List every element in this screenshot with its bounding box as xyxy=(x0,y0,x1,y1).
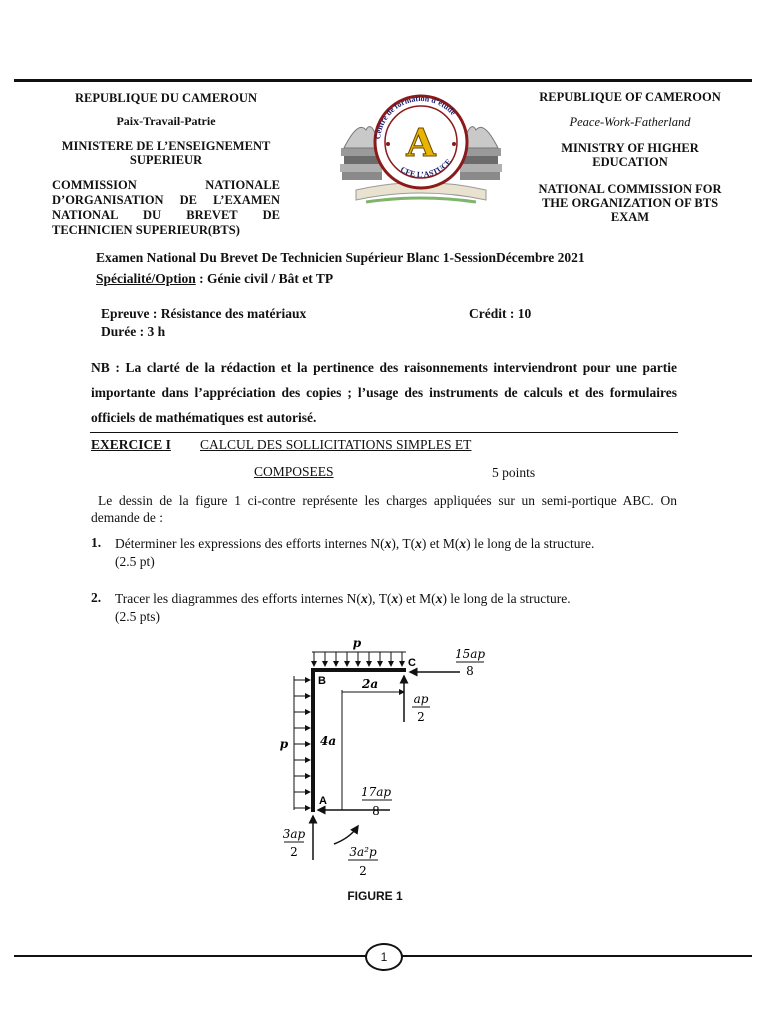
node-b-label: B xyxy=(318,675,326,687)
exercise-title-line1: CALCUL DES SOLLICITATIONS SIMPLES ET xyxy=(200,437,472,452)
header-right-commission: NATIONAL COMMISSION FOR THE ORGANIZATION OF BTS EXAM xyxy=(538,182,722,224)
question-2-points: (2.5 pts) xyxy=(115,609,160,624)
exercise-points: 5 points xyxy=(492,465,536,480)
header-right-ministry: MINISTRY OF HIGHER EDUCATION xyxy=(561,141,699,169)
top-rule xyxy=(14,79,752,82)
page-number: 1 xyxy=(365,943,403,971)
force-a-h-num: 17ap xyxy=(360,785,392,799)
figure-caption: FIGURE 1 xyxy=(347,889,403,903)
header-left-motto: Paix-Travail-Patrie xyxy=(116,114,216,128)
svg-text:A: A xyxy=(406,120,436,165)
force-a-v-num: 3ap xyxy=(282,827,306,841)
section-rule xyxy=(90,432,678,433)
force-c-v-den: 2 xyxy=(417,710,425,724)
svg-text:CFE L’ASTUCE: CFE L’ASTUCE xyxy=(398,157,454,180)
top-distributed-load xyxy=(312,652,406,666)
credit: Crédit : 10 xyxy=(469,306,532,321)
header-right-motto: Peace-Work-Fatherland xyxy=(569,115,691,129)
moment-a-num: 3a²p xyxy=(349,845,377,859)
force-c-v-num: ap xyxy=(413,692,429,706)
force-a-h-den: 8 xyxy=(372,804,380,818)
node-a-label: A xyxy=(319,795,327,807)
force-a-v-den: 2 xyxy=(290,845,298,859)
header-right-country: REPUBLIQUE OF CAMEROON xyxy=(539,90,721,104)
speciality-label: Spécialité/Option xyxy=(96,271,196,286)
question-1-text: Déterminer les expressions des efforts internes N(x), T(x) et M(x) le long de la structure. (2.5 pt) xyxy=(115,536,595,569)
epreuve: Epreuve : Résistance des matériaux xyxy=(101,306,307,321)
figure-1-diagram xyxy=(270,632,510,892)
header-left-ministry: MINISTERE DE L’ENSEIGNEMENT SUPERIEUR xyxy=(61,139,271,167)
moment-a-arrow xyxy=(334,826,358,844)
duree: Durée : 3 h xyxy=(101,324,166,339)
header-left-country: REPUBLIQUE DU CAMEROUN xyxy=(75,91,257,105)
svg-text:Centre de formation d’étude: Centre de formation d’étude xyxy=(373,93,458,140)
moment-a-den: 2 xyxy=(359,864,367,878)
footer-rule-left xyxy=(14,955,366,957)
exercise-label: EXERCICE I xyxy=(91,437,171,452)
force-c-h-num: 15ap xyxy=(454,647,486,661)
force-c-h-den: 8 xyxy=(466,664,474,678)
node-c-label: C xyxy=(408,657,416,669)
question-1-points: (2.5 pt) xyxy=(115,554,155,569)
left-distributed-load xyxy=(294,676,310,810)
nb-note: NB : La clarté de la rédaction et la pertinence des raisonnements interviendront pour une partie importante dans l’appréciation des copies ; l’usage des instruments de calculs et des formulaires officiels de mathématiques est autorisé. xyxy=(91,360,677,425)
school-logo xyxy=(336,90,506,210)
load-left-label: p xyxy=(279,737,289,751)
footer-rule-right xyxy=(400,955,752,957)
speciality-value: : Génie civil / Bât et TP xyxy=(195,271,334,286)
exercise-title-line2: COMPOSEES xyxy=(254,464,334,479)
dim-vertical-label: 4a xyxy=(320,734,337,748)
load-top-label: p xyxy=(352,636,362,650)
question-2-text: Tracer les diagrammes des efforts internes N(x), T(x) et M(x) le long de la structure. (2.5 pts) xyxy=(115,591,571,624)
dim-horizontal-label: 2a xyxy=(362,677,379,691)
exercise-intro: Le dessin de la figure 1 ci-contre représente les charges appliquées sur un semi-portique ABC. On demande de : xyxy=(91,493,677,525)
question-2-number: 2. xyxy=(91,590,102,605)
exam-title: Examen National Du Brevet De Technicien Supérieur Blanc 1-SessionDécembre 2021 xyxy=(96,250,585,265)
header-left-commission: COMMISSION NATIONALE D’ORGANISATION DE L’EXAMEN NATIONAL DU BREVET DE TECHNICIEN SUPERIEUR(BTS) xyxy=(52,178,280,237)
speciality-line xyxy=(96,271,496,287)
question-1-number: 1. xyxy=(91,535,102,550)
